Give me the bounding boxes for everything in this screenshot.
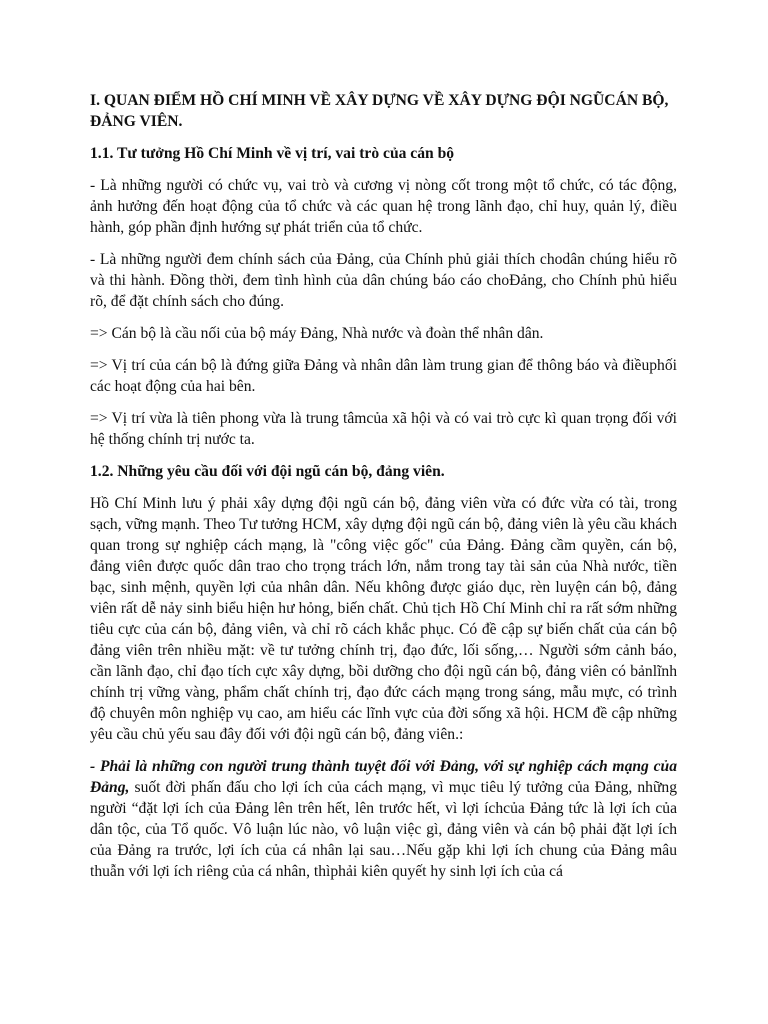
emphasized-lead: - Phải là những con người trung thành tuyệt đối với Đảng, với sự nghiệp cách mạng của Đảng,	[90, 758, 677, 796]
paragraph	[90, 756, 677, 882]
paragraph: => Vị trí vừa là tiên phong vừa là trung tâmcủa xã hội và có vai trò cực kì quan trọng đối với hệ thống chính trị nước ta.	[90, 410, 677, 448]
paragraph-text: suốt đời phấn đấu cho lợi ích của cách mạng, vì mục tiêu lý tưởng của Đảng, những người “đặt lợi ích của Đảng lên trên hết, lên trước hết, vì lợi íchcủa Đảng tức là lợi ích của dân tộc, của Tổ quốc. Vô luận lúc nào, vô luận việc gì, đảng viên và cán bộ phải đặt lợi ích của Đảng ra trước, lợi ích của cá nhân lại sau…Nếu gặp khi lợi ích chung của Đảng mâu thuẫn với lợi ích riêng của cá nhân, thìphải kiên quyết hy sinh lợi ích của cá	[90, 779, 677, 880]
paragraph: => Cán bộ là cầu nối của bộ máy Đảng, Nhà nước và đoàn thể nhân dân.	[90, 325, 544, 342]
paragraph: - Là những người đem chính sách của Đảng, của Chính phủ giải thích chodân chúng hiểu rõ và thi hành. Đồng thời, đem tình hình của dân chúng báo cáo choĐảng, cho Chính phủ hiểu rõ, để đặt chính sách cho đúng.	[90, 251, 677, 310]
section-heading-1-2: 1.2. Những yêu cầu đối với đội ngũ cán bộ, đảng viên.	[90, 463, 445, 480]
paragraph: => Vị trí của cán bộ là đứng giữa Đảng và nhân dân làm trung gian để thông báo và điềuphối các hoạt động của hai bên.	[90, 357, 677, 395]
document-title: I. QUAN ĐIỂM HỒ CHÍ MINH VỀ XÂY DỰNG VỀ XÂY DỰNG ĐỘI NGŨCÁN BỘ, ĐẢNG VIÊN.	[90, 92, 669, 130]
paragraph: Hồ Chí Minh lưu ý phải xây dựng đội ngũ cán bộ, đảng viên vừa có đức vừa có tài, trong sạch, vững mạnh. Theo Tư tưởng HCM, xây dựng đội ngũ cán bộ, đảng viên là yêu cầu khách quan trong sự nghiệp cách mạng, là "công việc gốc" của Đảng. Đảng cầm quyền, cán bộ, đảng viên được quốc dân trao cho trọng trách lớn, nắm trong tay tài sản của Nhà nước, tiền bạc, sinh mệnh, quyền lợi của nhân dân. Nếu không được giáo dục, rèn luyện cán bộ, đảng viên rất dễ nảy sinh biểu hiện hư hỏng, biến chất. Chủ tịch Hồ Chí Minh chỉ ra rất sớm những tiêu cực của cán bộ, đảng viên, và chỉ rõ cách khắc phục. Có đề cập sự biến chất của cán bộ đảng viên trên nhiều mặt: về tư tưởng chính trị, đạo đức, lối sống,… Người sớm cảnh báo, cần lãnh đạo, chỉ đạo tích cực xây dựng, bồi dưỡng cho đội ngũ cán bộ, đảng viên có bảnlĩnh chính trị vững vàng, phẩm chất chính trị, đạo đức cách mạng trong sáng, mẫu mực, có trình độ chuyên môn nghiệp vụ cao, am hiểu các lĩnh vực của đời sống xã hội. HCM đề cập những yêu cầu chủ yếu sau đây đối với đội ngũ cán bộ, đảng viên.:	[90, 495, 677, 743]
paragraph: - Là những người có chức vụ, vai trò và cương vị nòng cốt trong một tổ chức, có tác động, ảnh hưởng đến hoạt động của tổ chức và các quan hệ trong lãnh đạo, chỉ huy, quản lý, điều hành, góp phần định hướng sự phát triển của tổ chức.	[90, 177, 677, 236]
section-heading-1-1: 1.1. Tư tưởng Hồ Chí Minh về vị trí, vai trò của cán bộ	[90, 145, 455, 162]
document-page	[90, 90, 677, 893]
